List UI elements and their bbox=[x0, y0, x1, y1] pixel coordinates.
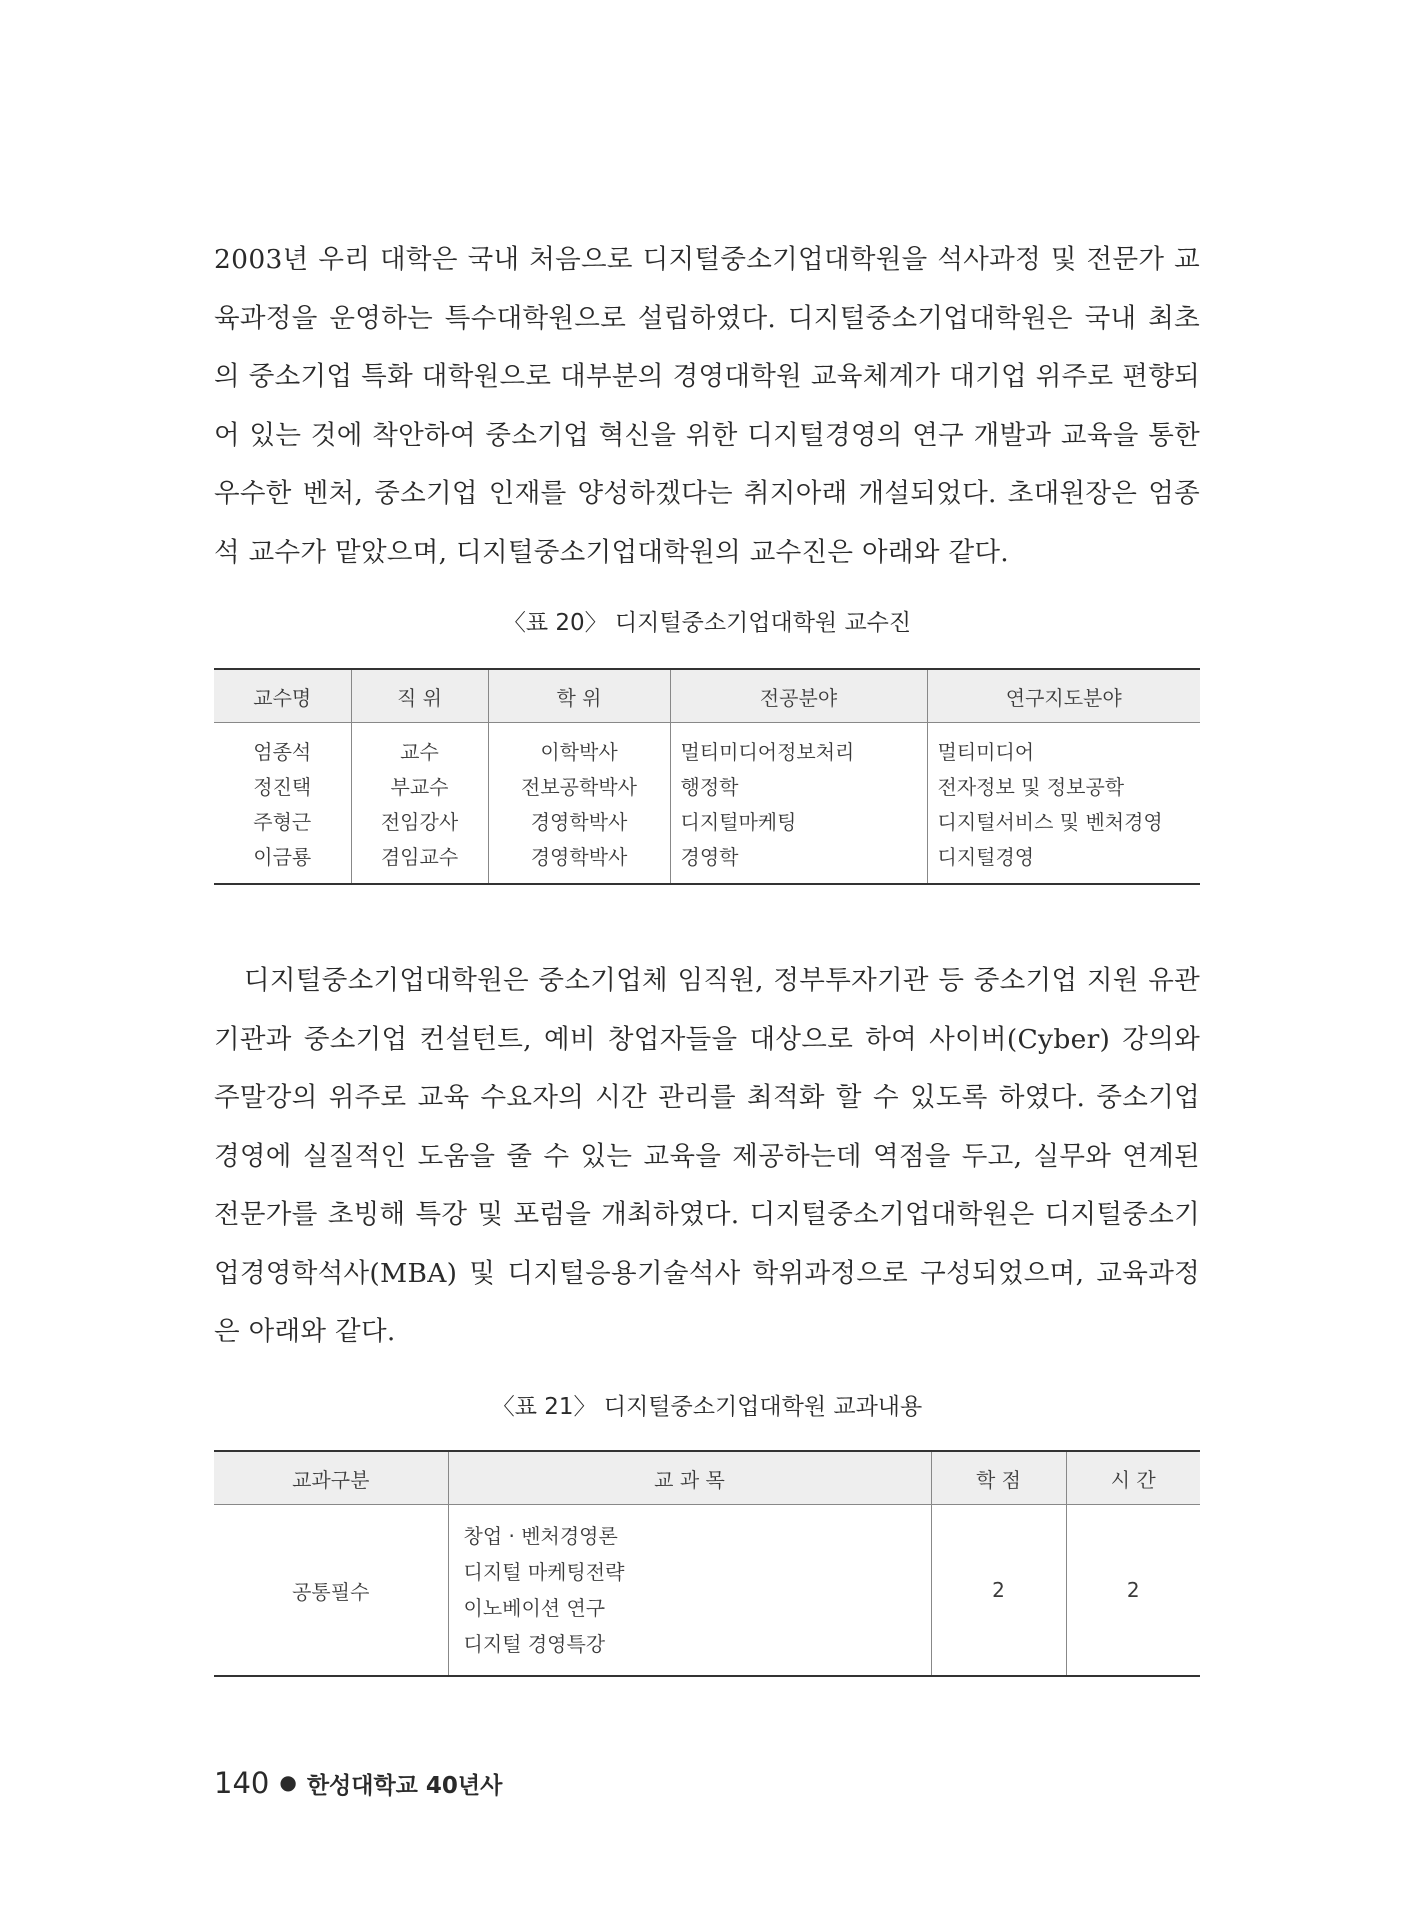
header-credits: 학 점 bbox=[931, 1451, 1066, 1505]
subject-item: 이노베이션 연구 bbox=[463, 1596, 606, 1620]
curriculum-table bbox=[214, 1450, 1200, 1677]
table-row bbox=[214, 768, 1200, 803]
table-row bbox=[214, 803, 1200, 838]
cell-name: 이금룡 bbox=[214, 838, 351, 884]
cell-research: 디지털서비스 및 벤처경영 bbox=[927, 803, 1200, 838]
faculty-table bbox=[214, 668, 1200, 885]
cell-name: 정진택 bbox=[253, 775, 312, 799]
table-header-row bbox=[214, 669, 1200, 723]
page-footer bbox=[214, 1766, 502, 1800]
cell-major: 디지털마케팅 bbox=[670, 803, 927, 838]
cell-major: 멀티미디어정보처리 bbox=[670, 723, 927, 769]
header-position: 직 위 bbox=[351, 669, 488, 723]
cell-name: 주형근 bbox=[253, 810, 312, 834]
table-row bbox=[214, 838, 1200, 884]
header-degree: 학 위 bbox=[488, 669, 670, 723]
cell-degree: 전보공학박사 bbox=[488, 768, 670, 803]
table-caption-faculty: 〈표 20〉 디지털중소기업대학원 교수진 bbox=[502, 610, 912, 636]
cell-position: 교수 bbox=[351, 723, 488, 769]
header-hours: 시 간 bbox=[1066, 1451, 1200, 1505]
header-major: 전공분야 bbox=[670, 669, 927, 723]
cell-hours: 2 bbox=[1066, 1505, 1200, 1677]
cell-position: 겸임교수 bbox=[351, 838, 488, 884]
paragraph-intro: 2003년 우리 대학은 국내 처음으로 디지털중소기업대학원을 석사과정 및 전문가 교육과정을 운영하는 특수대학원으로 설립하였다. 디지털중소기업대학원은 국내 최초의 중소기업 특화 대학원으로 대부분의 경영대학원 교육체계가 대기업 위주로 편향되어 있는 것에 착안하여 중소기업 혁신을 위한 디지털경영의 연구 개발과 교육을 통한 우수한 벤처, 중소기업 인재를 양성하겠다는 취지아래 개설되었다. 초대원장은 엄종석 교수가 맡았으며, 디지털중소기업대학원의 교수진은 아래와 같다. bbox=[214, 244, 1200, 568]
cell-major: 경영학 bbox=[670, 838, 927, 884]
header-category: 교과구분 bbox=[214, 1451, 448, 1505]
header-name: 교수명 bbox=[214, 669, 351, 723]
cell-major: 행정학 bbox=[670, 768, 927, 803]
subject-item: 창업 · 벤처경영론 bbox=[463, 1524, 618, 1548]
header-subjects: 교 과 목 bbox=[448, 1451, 931, 1505]
paragraph-curriculum: 디지털중소기업대학원은 중소기업체 임직원, 정부투자기관 등 중소기업 지원 유관기관과 중소기업 컨설턴트, 예비 창업자들을 대상으로 하여 사이버(Cyber) 강의와 주말강의 위주로 교육 수요자의 시간 관리를 최적화 할 수 있도록 하였다. 중소기업 경영에 실질적인 도움을 줄 수 있는 교육을 제공하는데 역점을 두고, 실무와 연계된 전문가를 초빙해 특강 및 포럼을 개최하였다. 디지털중소기업대학원은 디지털중소기업경영학석사(MBA) 및 디지털응용기술석사 학위과정으로 구성되었으며, 교육과정은 아래와 같다. bbox=[214, 965, 1200, 1347]
cell-subjects bbox=[448, 1505, 931, 1677]
cell-research: 디지털경영 bbox=[927, 838, 1200, 884]
table-caption-curriculum: 〈표 21〉 디지털중소기업대학원 교과내용 bbox=[491, 1394, 923, 1420]
table-row bbox=[214, 723, 1200, 769]
cell-category: 공통필수 bbox=[214, 1505, 448, 1677]
cell-credits: 2 bbox=[931, 1505, 1066, 1677]
cell-degree: 경영학박사 bbox=[488, 803, 670, 838]
cell-degree: 이학박사 bbox=[488, 723, 670, 769]
page-number: 140 bbox=[214, 1766, 270, 1800]
subject-item: 디지털 마케팅전략 bbox=[463, 1560, 625, 1584]
cell-research: 멀티미디어 bbox=[927, 723, 1200, 769]
subject-item: 디지털 경영특강 bbox=[463, 1632, 606, 1656]
header-research: 연구지도분야 bbox=[927, 669, 1200, 723]
cell-name: 엄종석 bbox=[253, 740, 312, 764]
cell-position: 부교수 bbox=[351, 768, 488, 803]
table-row bbox=[214, 1505, 1200, 1677]
cell-research: 전자정보 및 정보공학 bbox=[927, 768, 1200, 803]
book-title: 한성대학교 40년사 bbox=[306, 1773, 503, 1799]
cell-position: 전임강사 bbox=[351, 803, 488, 838]
cell-degree: 경영학박사 bbox=[488, 838, 670, 884]
table-header-row bbox=[214, 1451, 1200, 1505]
bullet-icon: ● bbox=[279, 1770, 297, 1794]
